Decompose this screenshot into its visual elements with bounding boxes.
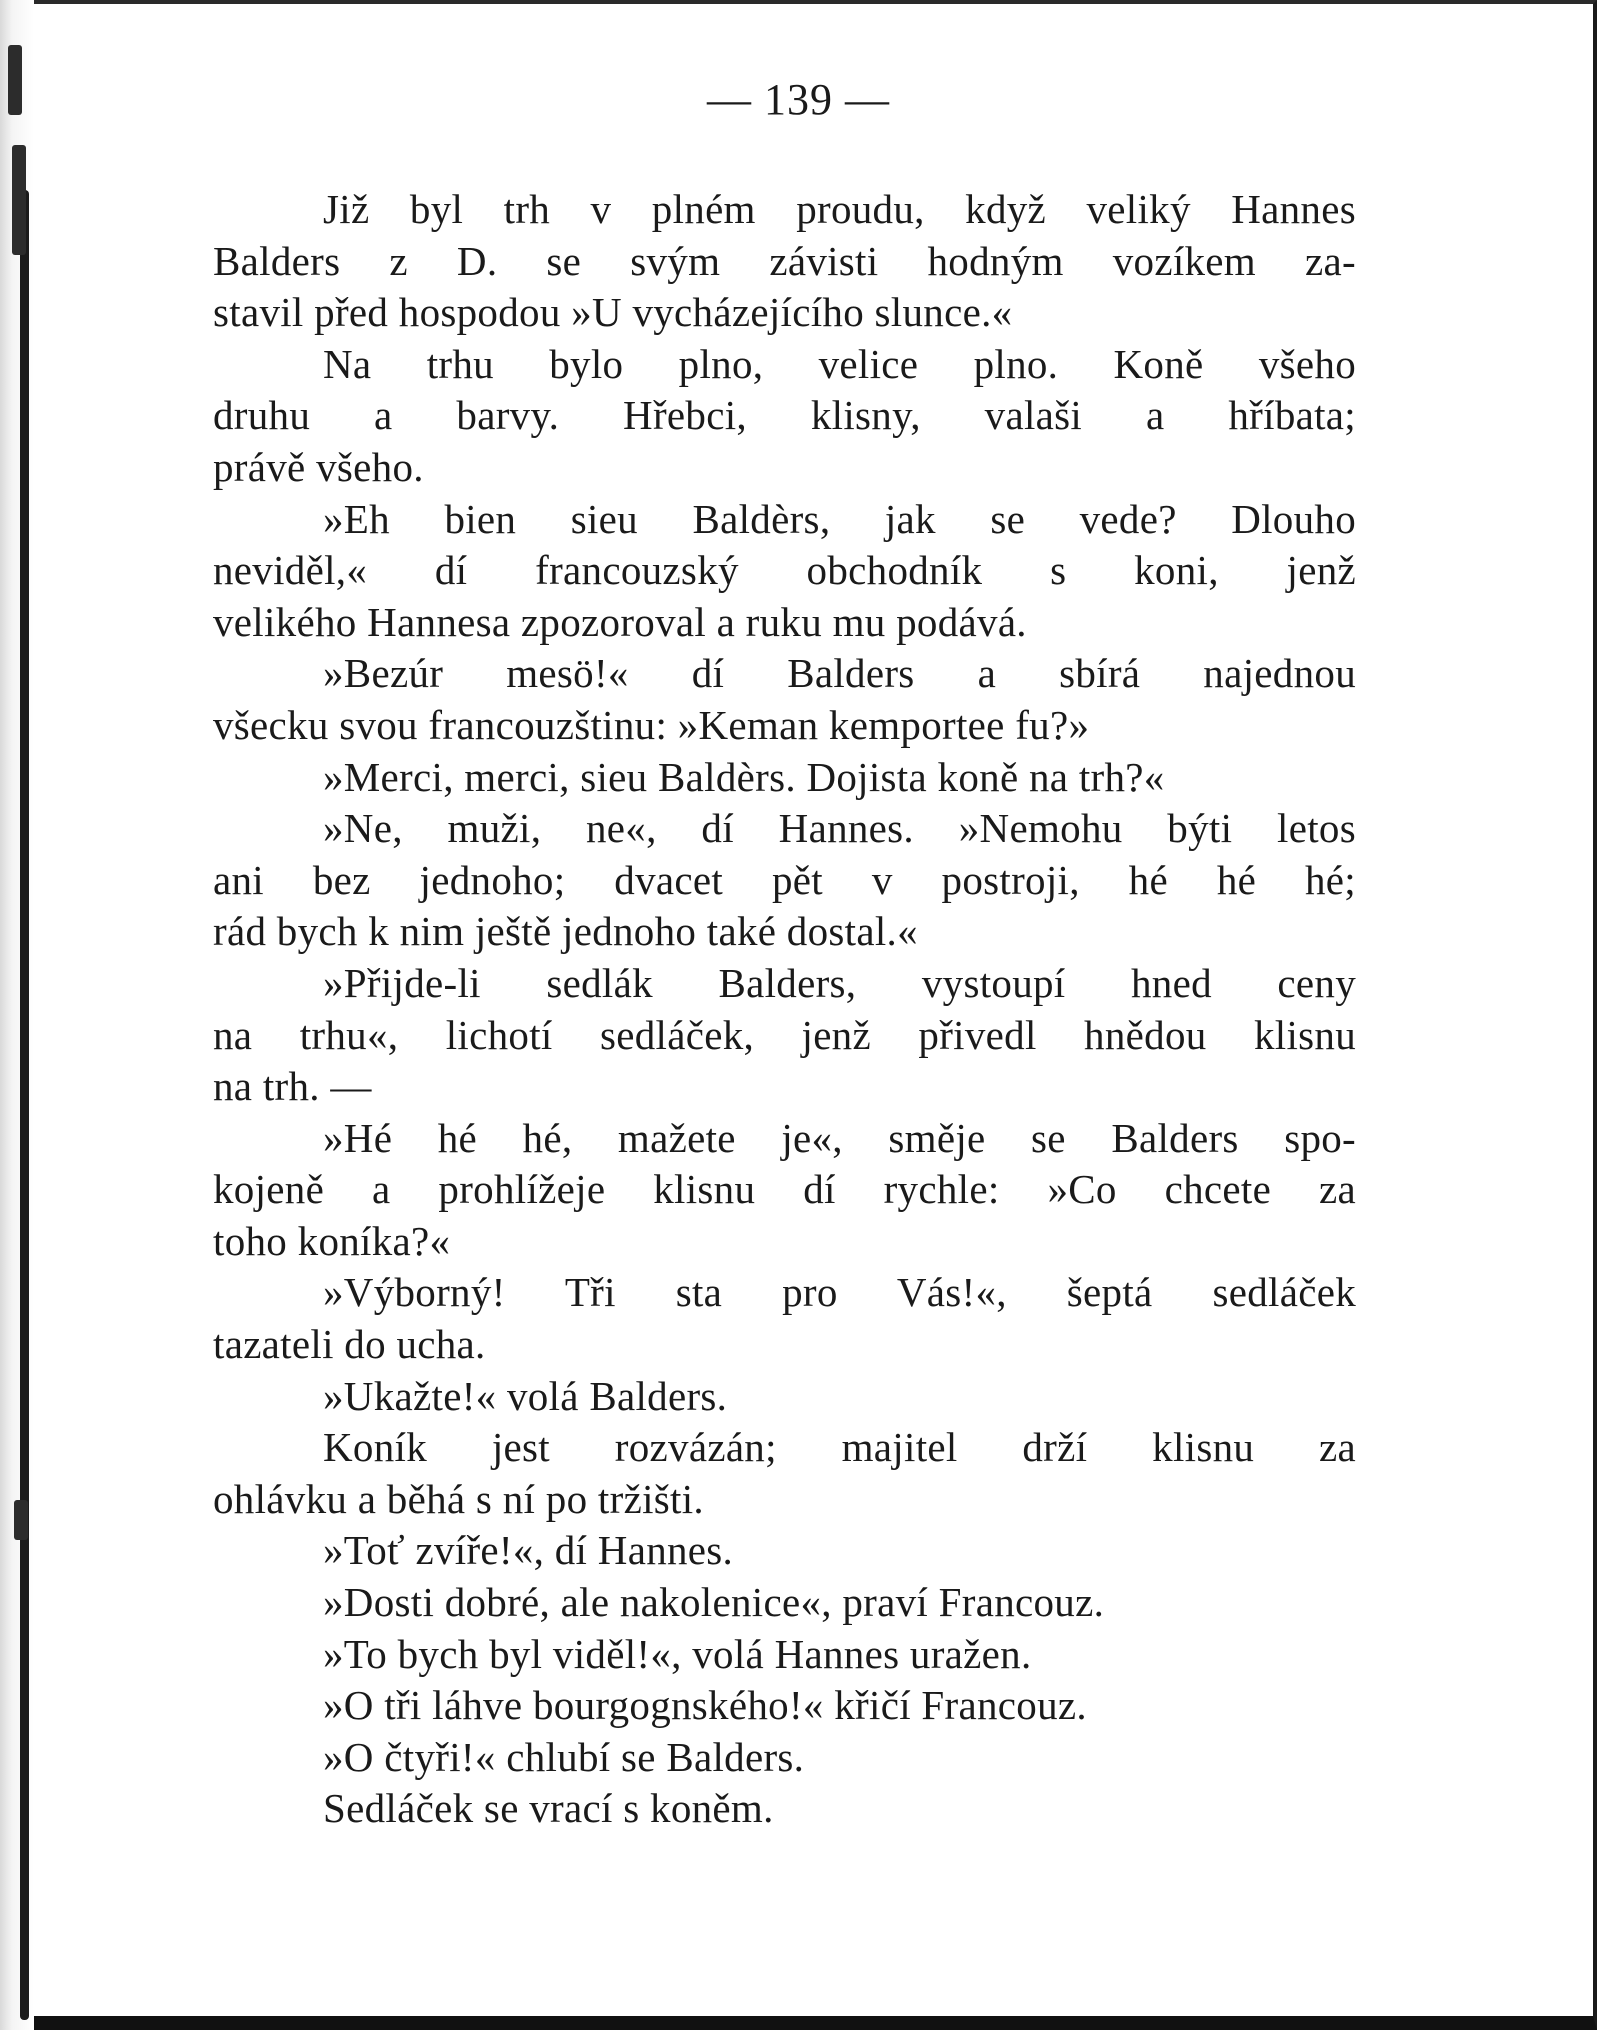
text-line: »Hé hé hé, mažete je«, směje se Balders spo- [323,1114,1356,1161]
text-line: rád bych k nim ještě jednoho také dostal.« [213,908,918,955]
text-line: »Eh bien sieu Baldèrs, jak se vede? Dlouho [323,495,1356,542]
text-line: toho koníka?« [213,1217,451,1264]
text-line: »To bych byl viděl!«, volá Hannes uražen. [323,1630,1032,1677]
text-line: Již byl trh v plném proudu, když veliký Hannes [323,186,1356,232]
binding-mark [12,145,26,255]
text-line: »Dosti dobré, ale nakolenice«, praví Francouz. [323,1579,1105,1626]
text-line: »O tři láhve bourgognského!« křičí Francouz. [323,1682,1087,1729]
text-line: na trh. — [213,1063,372,1110]
text-line: neviděl,« dí francouzský obchodník s koni, jenž [213,547,1356,594]
text-line: »Přijde-li sedlák Balders, vystoupí hned ceny [323,959,1356,1006]
text-line: ani bez jednoho; dvacet pět v postroji, hé hé hé; [213,856,1356,903]
text-line: »Toť zvíře!«, dí Hannes. [323,1527,734,1574]
text-line: velikého Hannesa zpozoroval a ruku mu podává. [213,598,1027,645]
text-line: tazateli do ucha. [213,1321,486,1368]
text-line: Na trhu bylo plno, velice plno. Koně všeho [323,340,1356,387]
text-line: Koník jest rozvázán; majitel drží klisnu za [323,1424,1356,1471]
text-line: stavil před hospodou »U vycházejícího slunce.« [213,289,1013,336]
page-number: — 139 — [707,75,890,124]
text-line: Sedláček se vrací s koněm. [323,1785,774,1832]
text-line: »O čtyři!« chlubí se Balders. [323,1733,805,1780]
text-line: ohlávku a běhá s ní po tržišti. [213,1475,704,1522]
binding-mark [14,1500,28,1540]
text-line: druhu a barvy. Hřebci, klisny, valaši a hříbata; [213,392,1356,439]
text-line: »Ukažte!« volá Balders. [323,1372,728,1419]
text-line: na trhu«, lichotí sedláček, jenž přivedl hnědou klisnu [213,1011,1356,1058]
body-text [213,184,1356,1835]
text-line: »Výborný! Tři sta pro Vás!«, šeptá sedláček [323,1269,1356,1316]
text-line: kojeně a prohlížeje klisnu dí rychle: »Co chcete za [213,1166,1356,1213]
text-line: »Merci, merci, sieu Baldèrs. Dojista koně na trh?« [323,753,1165,800]
text-line: všecku svou francouzštinu: »Keman kemportee fu?» [213,701,1090,748]
binding-edge [20,190,29,2020]
text-line: Balders z D. se svým závisti hodným vozíkem za- [213,237,1356,284]
text-line: právě všeho. [213,443,424,490]
text-line: »Bezúr mesö!« dí Balders a sbírá najednou [323,650,1356,697]
text-line: »Ne, muži, ne«, dí Hannes. »Nemohu býti letos [323,805,1356,852]
